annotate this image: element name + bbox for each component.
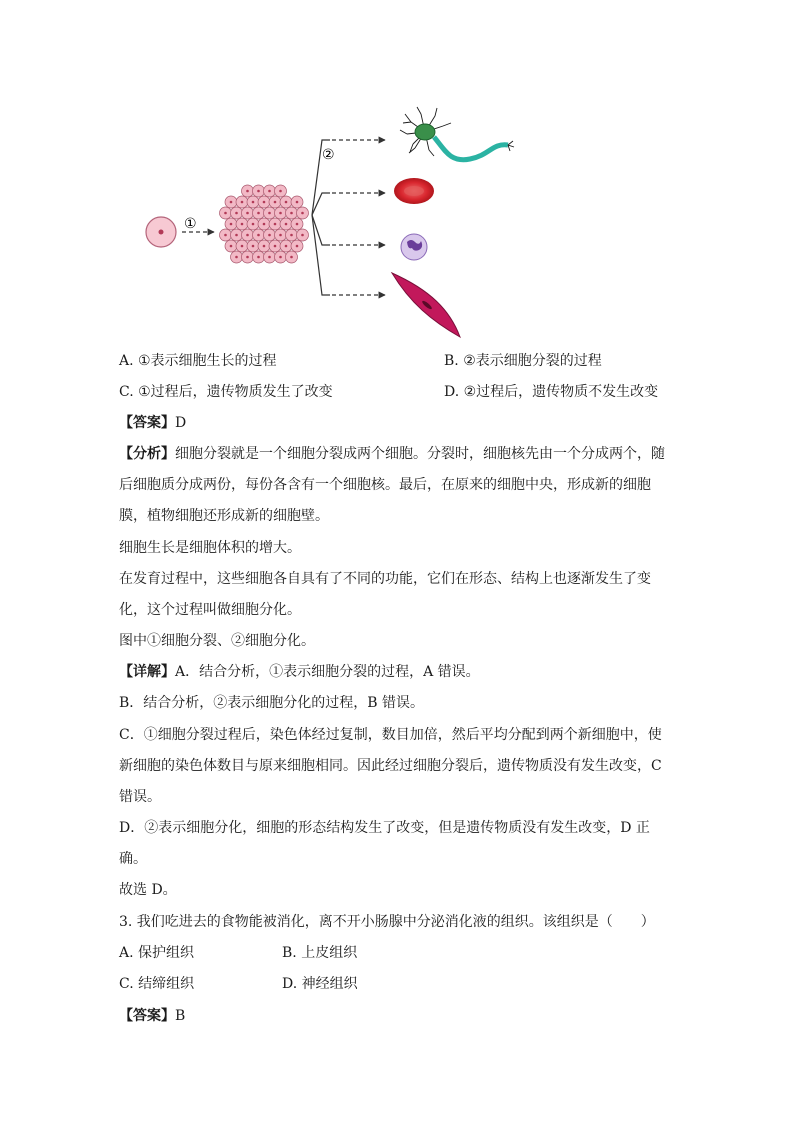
single-cell	[146, 217, 176, 247]
option-b: B. ②表示细胞分裂的过程	[444, 353, 602, 369]
cluster-cell-nucleus	[279, 256, 282, 259]
cluster-cell-nucleus	[268, 212, 271, 215]
analysis-line-1	[119, 444, 665, 464]
cluster-cell-nucleus	[274, 245, 277, 248]
cluster-cell-nucleus	[230, 245, 233, 248]
cluster-cell-nucleus	[296, 245, 299, 248]
detail-line-2: B．结合分析，②表示细胞分化的过程，B 错误。	[119, 695, 425, 711]
detail-line-6: D．②表示细胞分化，细胞的形态结构发生了改变，但是遗传物质没有发生改变，D 正	[119, 820, 650, 836]
cluster-cell-nucleus	[257, 256, 260, 259]
cluster-cell-nucleus	[224, 212, 227, 215]
analysis-line-7: 图中①细胞分裂、②细胞分化。	[119, 633, 315, 649]
cluster-cell-nucleus	[285, 245, 288, 248]
cluster-cell-nucleus	[296, 201, 299, 204]
cluster-cell-nucleus	[268, 256, 271, 259]
analysis-line-2: 后细胞质分成两份，每份各含有一个细胞核。最后，在原来的细胞中央，形成新的细胞	[119, 477, 651, 493]
cluster-cell-nucleus	[252, 201, 255, 204]
cluster-cell-nucleus	[268, 234, 271, 237]
cluster-cell-nucleus	[301, 212, 304, 215]
cluster-cell-nucleus	[263, 201, 266, 204]
cluster-cell-nucleus	[290, 256, 293, 259]
cluster-cell-nucleus	[230, 223, 233, 226]
q3-option-b: B. 上皮组织	[282, 945, 358, 961]
detail-text: A．结合分析，①表示细胞分裂的过程，A 错误。	[175, 664, 480, 680]
analysis-line-5: 在发育过程中，这些细胞各自具有了不同的功能，它们在形态、结构上也逐渐发生了变	[119, 571, 651, 587]
process-2-label: ②	[322, 147, 335, 163]
cluster-cell-nucleus	[257, 234, 260, 237]
cluster-cell-nucleus	[263, 223, 266, 226]
q3-answer-value: B	[175, 1008, 186, 1024]
detail-line-8: 故选 D。	[119, 882, 177, 898]
process-1-label: ①	[184, 216, 197, 232]
cluster-cell-nucleus	[290, 234, 293, 237]
cluster-cell-nucleus	[246, 190, 249, 193]
cluster-cell-nucleus	[285, 201, 288, 204]
branch-lines	[312, 140, 330, 295]
cluster-cell-nucleus	[290, 212, 293, 215]
analysis-line-3: 膜，植物细胞还形成新的细胞壁。	[119, 508, 329, 524]
muscle-cell	[392, 273, 460, 337]
detail-line-3: C．①细胞分裂过程后，染色体经过复制，数目加倍，然后平均分配到两个新细胞中，使	[119, 727, 662, 743]
q3-option-a: A. 保护组织	[119, 945, 195, 961]
cluster-cell-nucleus	[279, 234, 282, 237]
white-blood-cell	[401, 234, 427, 260]
answer-value: D	[175, 415, 187, 431]
cluster-cell-nucleus	[241, 245, 244, 248]
option-c: C. ①过程后，遗传物质发生了改变	[119, 384, 333, 400]
cluster-cell-nucleus	[263, 245, 266, 248]
option-d: D. ②过程后，遗传物质不发生改变	[444, 384, 659, 400]
neuron-cell	[400, 107, 514, 160]
cluster-cell-nucleus	[285, 223, 288, 226]
analysis-text: 细胞分裂就是一个细胞分裂成两个细胞。分裂时，细胞核先由一个分成两个，随	[175, 446, 665, 462]
q3-answer-line	[119, 1006, 185, 1026]
cluster-cell-nucleus	[274, 201, 277, 204]
cluster-cell-nucleus	[235, 212, 238, 215]
cluster-cell-nucleus	[252, 245, 255, 248]
cluster-cell-nucleus	[230, 201, 233, 204]
cluster-cell-nucleus	[224, 234, 227, 237]
q3-option-d: D. 神经组织	[282, 976, 358, 992]
red-blood-cell	[394, 178, 434, 204]
answer-line	[119, 413, 186, 433]
cluster-cell-nucleus	[235, 234, 238, 237]
cluster-cell-nucleus	[257, 190, 260, 193]
detail-line-1	[119, 662, 480, 682]
option-a: A. ①表示细胞生长的过程	[119, 353, 277, 369]
cluster-cell-nucleus	[252, 223, 255, 226]
analysis-line-6: 化，这个过程叫做细胞分化。	[119, 602, 301, 618]
cluster-cell-nucleus	[274, 223, 277, 226]
cluster-cell-nucleus	[241, 201, 244, 204]
detail-line-7: 确。	[119, 851, 147, 867]
cluster-cell-nucleus	[301, 234, 304, 237]
detail-line-5: 错误。	[119, 789, 161, 805]
detail-line-4: 新细胞的染色体数目与原来细胞相同。因此经过细胞分裂后，遗传物质没有发生改变，C	[119, 758, 662, 774]
cluster-cell-nucleus	[279, 190, 282, 193]
cluster-cell-nucleus	[241, 223, 244, 226]
cluster-cell-nucleus	[268, 190, 271, 193]
cluster-cell-nucleus	[246, 212, 249, 215]
cluster-cell-nucleus	[296, 223, 299, 226]
cluster-cell-nucleus	[257, 212, 260, 215]
cluster-cell-nucleus	[235, 256, 238, 259]
answer-tag: 【答案】	[119, 415, 175, 431]
cell-cluster	[220, 185, 309, 263]
cell-diagram	[140, 95, 520, 340]
analysis-line-4: 细胞生长是细胞体积的增大。	[119, 540, 301, 556]
q3-answer-tag: 【答案】	[119, 1008, 175, 1024]
q3-option-c: C. 结缔组织	[119, 976, 195, 992]
cluster-cell-nucleus	[279, 212, 282, 215]
cluster-cell-nucleus	[246, 234, 249, 237]
analysis-tag: 【分析】	[119, 446, 175, 462]
question-3-stem: 3. 我们吃进去的食物能被消化，离不开小肠腺中分泌消化液的组织。该组织是（ ）	[119, 914, 655, 930]
cluster-cell-nucleus	[246, 256, 249, 259]
detail-tag: 【详解】	[119, 664, 175, 680]
